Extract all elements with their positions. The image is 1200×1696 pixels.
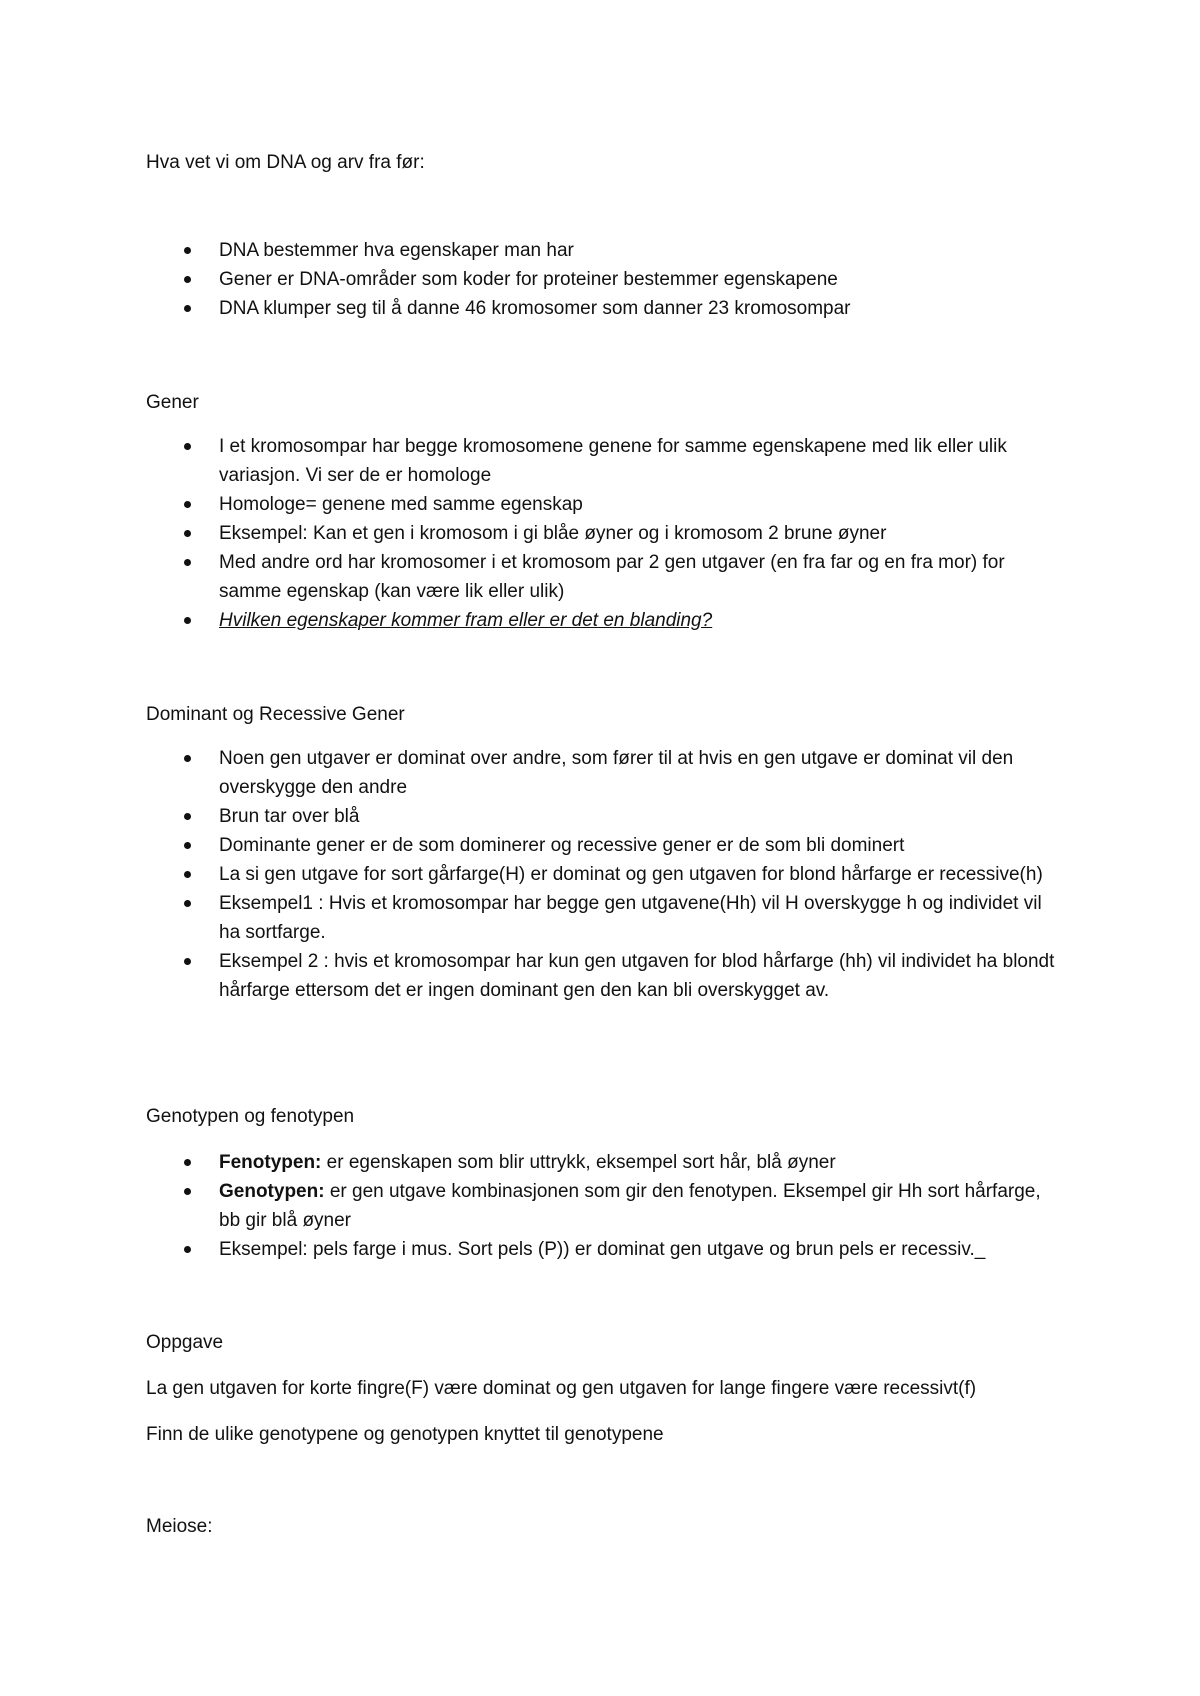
section-oppgave <box>146 1328 1066 1357</box>
bullet-list-genotype <box>146 1148 1066 1264</box>
list-item: Eksempel: pels farge i mus. Sort pels (P)) er dominat gen utgave og brun pels er recessiv._ <box>146 1235 1066 1264</box>
bullet-icon <box>184 247 191 254</box>
list-item: Med andre ord har kromosomer i et kromosom par 2 gen utgaver (en fra far og en fra mor) for samme egenskap (kan være lik eller ulik) <box>146 548 1066 606</box>
section-heading-intro: Hva vet vi om DNA og arv fra før: <box>146 152 425 173</box>
bullet-icon <box>184 305 191 312</box>
bullet-icon <box>184 842 191 849</box>
list-item: DNA klumper seg til å danne 46 kromosomer som danner 23 kromosompar <box>146 294 1066 323</box>
bullet-icon <box>184 900 191 907</box>
list-item <box>146 606 1066 635</box>
list-item: La si gen utgave for sort gårfarge(H) er dominat og gen utgaven for blond hårfarge er recessive(h) <box>146 860 1066 889</box>
section-heading-meiose: Meiose: <box>146 1516 213 1537</box>
question-text: Hvilken egenskaper kommer fram eller er det en blanding? <box>219 610 713 631</box>
section-dominant <box>146 700 1066 729</box>
bullet-icon <box>184 1246 191 1253</box>
paragraph-oppgave-2: Finn de ulike genotypene og genotypen knyttet til genotypene <box>146 1424 664 1445</box>
list-item: Eksempel1 : Hvis et kromosompar har begge gen utgavene(Hh) vil H overskygge h og individet vil ha sortfarge. <box>146 889 1066 947</box>
bullet-icon <box>184 276 191 283</box>
section-gener <box>146 388 1066 417</box>
bullet-list-intro <box>146 236 1066 323</box>
list-item: Eksempel 2 : hvis et kromosompar har kun gen utgaven for blod hårfarge (hh) vil individet ha blondt hårfarge ettersom det er ingen dominant gen den kan bli overskygget av. <box>146 947 1066 1005</box>
list-item: Genotypen: er gen utgave kombinasjonen som gir den fenotypen. Eksempel gir Hh sort hårfarge, bb gir blå øyner <box>146 1177 1066 1235</box>
bullet-icon <box>184 871 191 878</box>
bullet-list-dominant <box>146 744 1066 1005</box>
bullet-icon <box>184 813 191 820</box>
bullet-icon <box>184 1188 191 1195</box>
section-heading-oppgave: Oppgave <box>146 1332 224 1353</box>
bullet-list-gener <box>146 432 1066 635</box>
list-item: Noen gen utgaver er dominat over andre, som fører til at hvis en gen utgave er dominat vil den overskygge den andre <box>146 744 1066 802</box>
section-intro <box>146 148 1066 177</box>
bullet-icon <box>184 501 191 508</box>
term-genotypen: Genotypen: <box>219 1181 325 1202</box>
section-heading-genotype: Genotypen og fenotypen <box>146 1106 355 1127</box>
list-item: Brun tar over blå <box>146 802 1066 831</box>
bullet-icon <box>184 443 191 450</box>
list-item: Dominante gener er de som dominerer og recessive gener er de som bli dominert <box>146 831 1066 860</box>
bullet-icon <box>184 958 191 965</box>
section-heading-dominant: Dominant og Recessive Gener <box>146 704 405 725</box>
list-item: I et kromosompar har begge kromosomene genene for samme egenskapene med lik eller ulik variasjon. Vi ser de er homologe <box>146 432 1066 490</box>
bullet-icon <box>184 559 191 566</box>
list-item: Fenotypen: er egenskapen som blir uttrykk, eksempel sort hår, blå øyner <box>146 1148 1066 1177</box>
bullet-icon <box>184 1159 191 1166</box>
bullet-icon <box>184 617 191 624</box>
section-genotype <box>146 1102 1066 1131</box>
list-item: Gener er DNA-områder som koder for proteiner bestemmer egenskapene <box>146 265 1066 294</box>
paragraph-oppgave-1: La gen utgaven for korte fingre(F) være dominat og gen utgaven for lange fingere være recessivt(f) <box>146 1378 977 1399</box>
section-meiose <box>146 1512 1066 1541</box>
term-fenotypen: Fenotypen: <box>219 1152 322 1173</box>
list-item: Eksempel: Kan et gen i kromosom i gi blåe øyner og i kromosom 2 brune øyner <box>146 519 1066 548</box>
bullet-icon <box>184 530 191 537</box>
list-item: DNA bestemmer hva egenskaper man har <box>146 236 1066 265</box>
list-item: Homologe= genene med samme egenskap <box>146 490 1066 519</box>
bullet-icon <box>184 755 191 762</box>
section-heading-gener: Gener <box>146 392 199 413</box>
